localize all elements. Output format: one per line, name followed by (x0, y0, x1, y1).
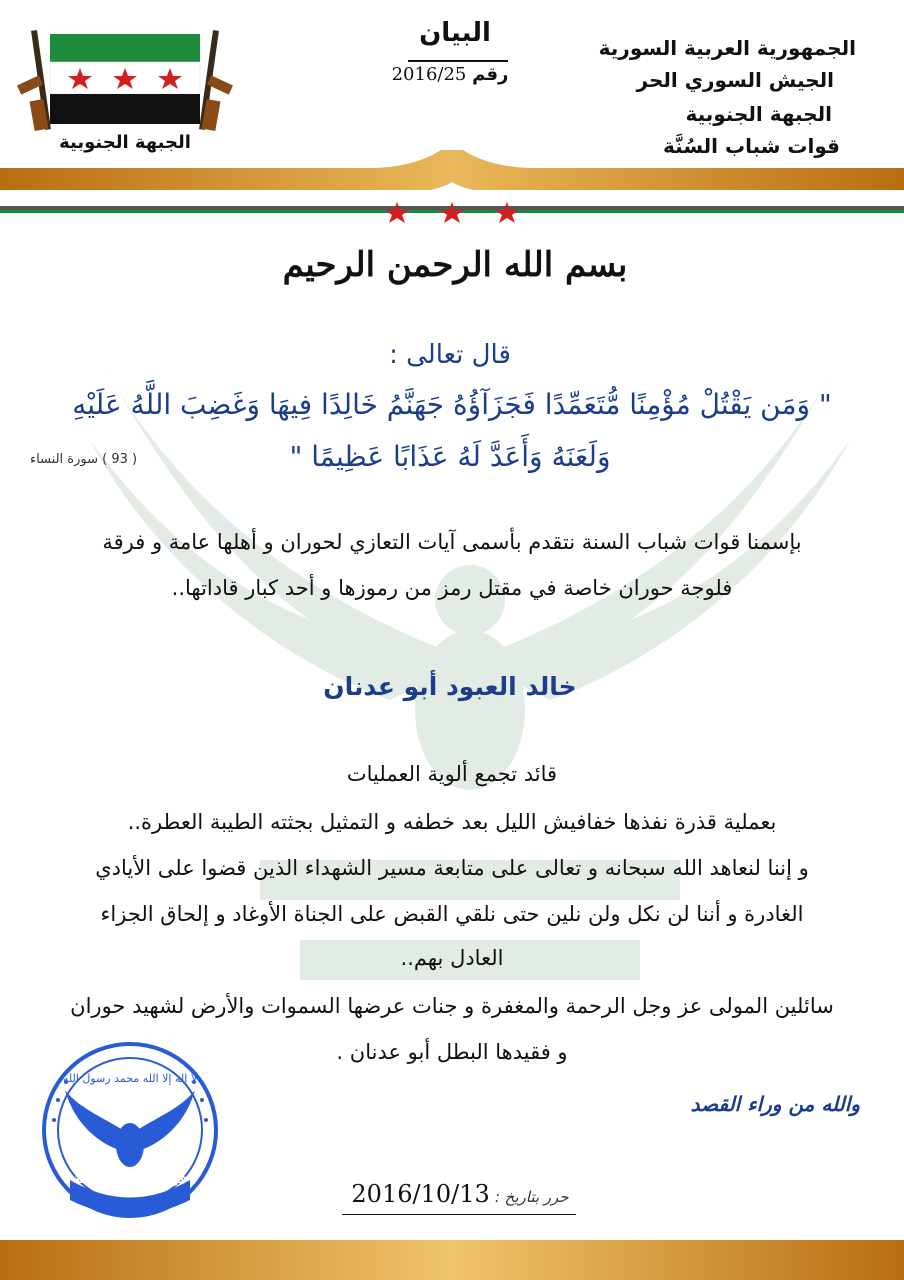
statement-number (380, 64, 520, 85)
flag-caption: الجبهة الجنوبية (59, 132, 191, 153)
closing-phrase: والله من وراء القصد (690, 1092, 860, 1116)
body-line-f: و فقيدها البطل أبو عدنان . (336, 1040, 568, 1064)
header-country: الجمهورية العربية السورية (598, 36, 856, 60)
revolution-flag-emblem (10, 20, 240, 135)
footer-band (0, 1240, 904, 1280)
body-line-c: الغادرة و أننا لن نكل ولن نلين حتى نلقي القبض على الجناة الأوغاد و إلحاق الجزاء (100, 902, 804, 926)
date-label: حرر بتاريخ : (494, 1188, 569, 1206)
body-line-e: سائلين المولى عز وجل الرحمة والمغفرة و جنات عرضها السموات والأرض لشهيد حوران (70, 994, 834, 1018)
body-line-a: بعملية قذرة نفذها خفافيش الليل بعد خطفه و التمثيل بجثته الطيبة العطرة.. (127, 810, 777, 834)
rifle-left-icon (17, 30, 51, 131)
condolence-line-1: بإسمنا قوات شباب السنة نتقدم بأسمى آيات التعازي لحوران و أهلها عامة و فرقة (102, 530, 802, 554)
martyr-name: خالد العبود أبو عدنان (323, 672, 577, 701)
condolence-line-2: فلوجة حوران خاصة في مقتل رمز من رموزها و أحد كبار قاداتها.. (171, 576, 733, 600)
number-label: رقم (472, 64, 509, 85)
issue-date (330, 1180, 590, 1208)
date-underline (342, 1214, 576, 1215)
surah-reference: ( 93 ) سورة النساء (30, 452, 138, 467)
header-forces: قوات شباب السُنَّة (663, 134, 840, 158)
basmala-calligraphy: بسم الله الرحمن الرحيم (282, 245, 628, 285)
body-line-d: العادل بهم.. (400, 946, 504, 970)
header-army: الجيش السوري الحر (636, 68, 834, 92)
header-front: الجبهة الجنوبية (685, 102, 832, 126)
seal-inner-text: قوات شباب السنة (72, 1172, 188, 1187)
number-value: 2016/25 (391, 64, 467, 85)
verse-line-1: " وَمَن يَقْتُلْ مُؤْمِنًا مُّتَعَمِّدًا فَجَزَآؤُهُ جَهَنَّمُ خَالِدًا فِيهَا وَغَضِبَ اللَّهُ عَلَيْهِ (72, 388, 832, 421)
seal-top-text: لا إله إلا الله محمد رسول الله (62, 1072, 198, 1085)
organization-seal (40, 1040, 220, 1220)
statement-title: البيان (419, 18, 491, 48)
quote-intro: قال تعالى : (389, 340, 511, 370)
title-underline (408, 60, 508, 62)
header-divider-band (0, 150, 904, 230)
verse-line-2: وَلَعَنَهُ وَأَعَدَّ لَهُ عَذَابًا عَظِيمًا " (289, 440, 611, 473)
rifle-right-icon (199, 30, 233, 131)
role-line: قائد تجمع ألوية العمليات (346, 762, 558, 786)
date-value: 2016/10/13 (351, 1180, 490, 1208)
body-line-b: و إننا لنعاهد الله سبحانه و تعالى على متابعة مسير الشهداء الذين قضوا على الأيادي (95, 856, 809, 880)
